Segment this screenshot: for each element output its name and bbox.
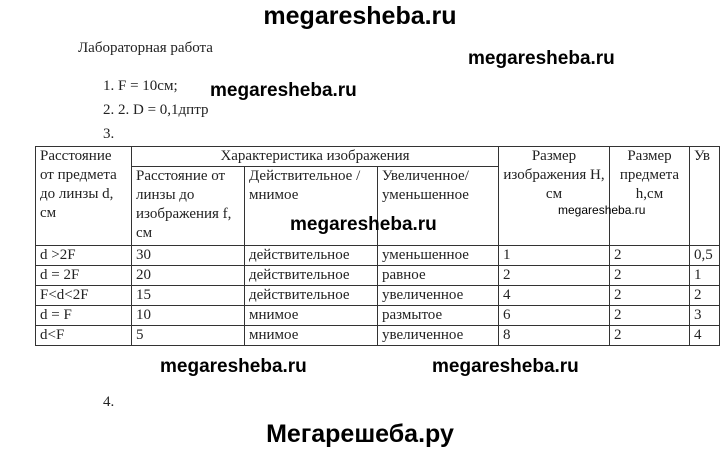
table-row bbox=[36, 326, 720, 346]
cell-type: действительное bbox=[245, 286, 378, 306]
cell-k: 3 bbox=[690, 306, 720, 326]
header-image-size: Размер изображения H, см bbox=[499, 147, 610, 246]
cell-k: 2 bbox=[690, 286, 720, 306]
header-object-size: Размер предмета h,см bbox=[610, 147, 690, 246]
watermark-top: megaresheba.ru bbox=[263, 2, 457, 30]
header-distance-image: Расстояние от линзы до изображения f, см bbox=[132, 167, 245, 246]
cell-f: 10 bbox=[132, 306, 245, 326]
watermark-right: megaresheba.ru bbox=[468, 48, 615, 69]
table-row bbox=[36, 286, 720, 306]
cell-d: d = F bbox=[36, 306, 132, 326]
table-row bbox=[36, 246, 720, 266]
cell-type: действительное bbox=[245, 246, 378, 266]
item-3: 3. bbox=[103, 126, 115, 142]
cell-H: 2 bbox=[499, 266, 610, 286]
cell-h: 2 bbox=[610, 326, 690, 346]
watermark-footer: Мегарешеба.ру bbox=[266, 420, 454, 448]
cell-h: 2 bbox=[610, 286, 690, 306]
item-2: 2. 2. D = 0,1дптр bbox=[103, 102, 209, 118]
table-row bbox=[36, 266, 720, 286]
cell-f: 30 bbox=[132, 246, 245, 266]
table-row bbox=[36, 306, 720, 326]
header-characteristic: Характеристика изображения bbox=[132, 147, 499, 167]
cell-type: мнимое bbox=[245, 326, 378, 346]
results-table bbox=[35, 146, 720, 346]
watermark-table: megaresheba.ru bbox=[290, 214, 437, 235]
cell-f: 5 bbox=[132, 326, 245, 346]
document-title: Лабораторная работа bbox=[78, 40, 213, 56]
cell-f: 20 bbox=[132, 266, 245, 286]
cell-H: 8 bbox=[499, 326, 610, 346]
cell-k: 1 bbox=[690, 266, 720, 286]
cell-h: 2 bbox=[610, 266, 690, 286]
cell-size: равное bbox=[378, 266, 499, 286]
cell-d: d >2F bbox=[36, 246, 132, 266]
cell-k: 0,5 bbox=[690, 246, 720, 266]
cell-size: увеличенное bbox=[378, 286, 499, 306]
cell-h: 2 bbox=[610, 306, 690, 326]
watermark-middle: megaresheba.ru bbox=[210, 80, 357, 101]
cell-H: 6 bbox=[499, 306, 610, 326]
cell-size: уменьшенное bbox=[378, 246, 499, 266]
watermark-bottom-left: megaresheba.ru bbox=[160, 356, 307, 377]
cell-H: 1 bbox=[499, 246, 610, 266]
watermark-small: megaresheba.ru bbox=[558, 203, 646, 217]
cell-d: F<d<2F bbox=[36, 286, 132, 306]
cell-size: размытое bbox=[378, 306, 499, 326]
header-distance-object: Расстояние от предмета до линзы d, см bbox=[36, 147, 132, 246]
cell-H: 4 bbox=[499, 286, 610, 306]
cell-f: 15 bbox=[132, 286, 245, 306]
header-magnification: Ув bbox=[690, 147, 720, 246]
cell-k: 4 bbox=[690, 326, 720, 346]
cell-d: d<F bbox=[36, 326, 132, 346]
cell-h: 2 bbox=[610, 246, 690, 266]
item-4: 4. bbox=[103, 394, 115, 410]
cell-d: d = 2F bbox=[36, 266, 132, 286]
header-real-virtual: Действительное /мнимое bbox=[245, 167, 378, 246]
item-1: 1. F = 10см; bbox=[103, 78, 178, 94]
cell-type: действительное bbox=[245, 266, 378, 286]
cell-type: мнимое bbox=[245, 306, 378, 326]
cell-size: увеличенное bbox=[378, 326, 499, 346]
header-enlarged-reduced: Увеличенное/ уменьшенное bbox=[378, 167, 499, 246]
watermark-bottom-right: megaresheba.ru bbox=[432, 356, 579, 377]
